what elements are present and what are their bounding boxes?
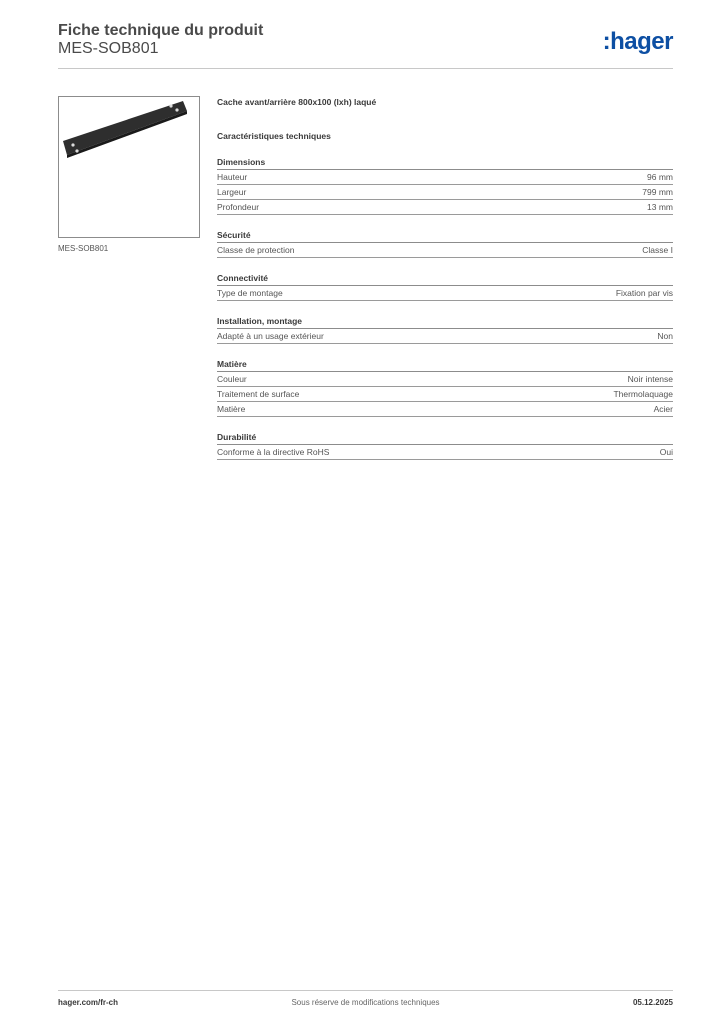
spec-row (217, 372, 673, 387)
product-image-frame (58, 96, 200, 238)
spec-value: Thermolaquage (613, 389, 673, 399)
footer-divider (58, 990, 673, 991)
spec-value: Acier (653, 404, 673, 414)
hager-logo: :hager (602, 28, 673, 55)
header-divider (58, 68, 673, 69)
spec-group (217, 358, 673, 417)
spec-group-title: Dimensions (217, 156, 673, 170)
spec-group-title: Matière (217, 358, 673, 372)
footer-website: hager.com/fr-ch (58, 998, 119, 1007)
spec-row (217, 286, 673, 301)
spec-label: Matière (217, 404, 246, 414)
spec-label: Classe de protection (217, 245, 295, 255)
spec-value: Fixation par vis (615, 288, 673, 298)
logo-text: hager (610, 28, 673, 55)
spec-label: Largeur (217, 187, 247, 197)
spec-value: 13 mm (647, 202, 673, 212)
product-image (59, 97, 199, 237)
spec-row (217, 329, 673, 344)
page-footer (58, 998, 673, 1010)
page-header (58, 20, 673, 68)
image-caption: MES-SOB801 (58, 244, 109, 253)
spec-group-title: Connectivité (217, 272, 673, 286)
spec-row (217, 200, 673, 215)
spec-value: 799 mm (642, 187, 673, 197)
spec-group (217, 431, 673, 460)
spec-value: Oui (659, 447, 673, 457)
spec-group (217, 315, 673, 344)
spec-row (217, 402, 673, 417)
specs-heading: Caractéristiques techniques (217, 131, 331, 141)
spec-label: Hauteur (217, 172, 248, 182)
footer-disclaimer: Sous réserve de modifications techniques (291, 998, 440, 1007)
spec-label: Type de montage (217, 288, 283, 298)
spec-label: Adapté à un usage extérieur (217, 331, 324, 341)
spec-value: Noir intense (627, 374, 673, 384)
spec-row (217, 185, 673, 200)
product-name: Cache avant/arrière 800x100 (lxh) laqué (217, 97, 377, 107)
spec-row (217, 243, 673, 258)
spec-group-title: Installation, montage (217, 315, 673, 329)
spec-row (217, 387, 673, 402)
page-title: Fiche technique du produit (58, 22, 264, 39)
spec-row (217, 170, 673, 185)
spec-label: Traitement de surface (217, 389, 300, 399)
spec-group (217, 272, 673, 301)
spec-group-title: Sécurité (217, 229, 673, 243)
spec-groups (217, 156, 673, 460)
spec-label: Conforme à la directive RoHS (217, 447, 330, 457)
spec-row (217, 445, 673, 460)
spec-label: Couleur (217, 374, 247, 384)
specs-content (217, 96, 673, 460)
spec-value: 96 mm (647, 172, 673, 182)
spec-label: Profondeur (217, 202, 260, 212)
product-reference: MES-SOB801 (58, 40, 159, 57)
footer-date: 05.12.2025 (632, 998, 673, 1007)
spec-group (217, 229, 673, 258)
spec-value: Non (657, 331, 673, 341)
spec-group-title: Durabilité (217, 431, 673, 445)
spec-group (217, 156, 673, 215)
spec-value: Classe I (642, 245, 673, 255)
